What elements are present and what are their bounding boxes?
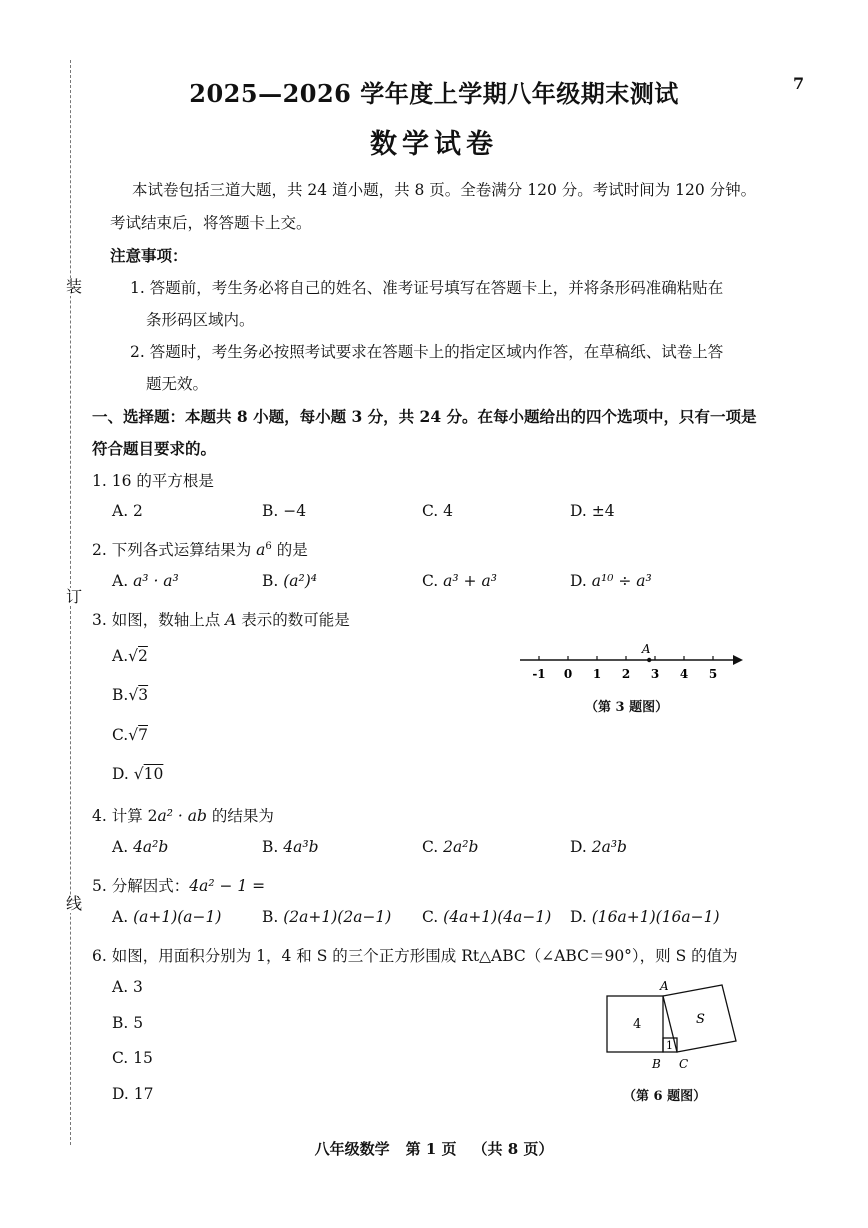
note-1-line-1: 1. 答题前，考生务必将自己的姓名、准考证号填写在答题卡上，并将条形码准确粘贴在	[130, 279, 724, 297]
intro-line-1: 本试卷包括三道大题，共 24 道小题，共 8 页。全卷满分 120 分。考试时间为 120 分钟。	[132, 181, 757, 199]
tick-label: 0	[563, 667, 573, 681]
binding-mark-zhuang: 装	[66, 277, 83, 296]
exam-subtitle: 数学试卷	[370, 129, 498, 160]
tick-label: -1	[532, 667, 546, 681]
q2-option-d: D. a¹⁰ ÷ a³	[570, 572, 652, 590]
q5-option-d: D. (16a+1)(16a−1)	[570, 908, 720, 926]
tick-label: 2	[621, 667, 631, 681]
q2-option-b: B. (a²)⁴	[262, 572, 318, 590]
note-2-line-1: 2. 答题时，考生务必按照考试要求在答题卡上的指定区域内作答，在草稿纸、试卷上答	[130, 343, 724, 361]
exam-title: 2025—2026 学年度上学期八年级期末测试	[189, 79, 679, 108]
q5-option-c: C. (4a+1)(4a−1)	[422, 908, 552, 926]
point-a-marker	[647, 658, 651, 662]
q6-option-d: D. 17	[112, 1085, 154, 1103]
corner-number: 7	[793, 74, 805, 93]
q1-stem: 1. 16 的平方根是	[92, 472, 214, 490]
q4-stem: 4. 计算 2a² · ab 的结果为	[92, 807, 274, 825]
q1-option-d: D. ±4	[570, 502, 615, 520]
q4-option-d: D. 2a³b	[570, 838, 627, 856]
q4-option-b: B. 4a³b	[262, 838, 319, 856]
note-2-line-2: 题无效。	[146, 375, 209, 393]
q3-figure-caption: （第 3 题图）	[585, 700, 669, 715]
section-1-heading-line-2: 符合题目要求的。	[92, 439, 217, 458]
section-1-heading-line-1: 一、选择题：本题共 8 小题，每小题 3 分，共 24 分。在每小题给出的四个选项中，只有一项是	[92, 407, 757, 426]
footer-page: 第 1 页	[405, 1140, 457, 1158]
vertex-b-label: B	[652, 1057, 661, 1071]
point-a-label: A	[641, 642, 651, 656]
q6-option-b: B. 5	[112, 1014, 144, 1032]
vertex-a-label: A	[660, 979, 669, 993]
q6-squares-figure	[598, 975, 748, 1075]
q1-option-b: B. −4	[262, 502, 307, 520]
binding-mark-ding: 订	[66, 587, 83, 606]
q5-option-b: B. (2a+1)(2a−1)	[262, 908, 392, 926]
q3-option-a: A.√2	[112, 647, 148, 665]
q5-option-a: A. (a+1)(a−1)	[112, 908, 222, 926]
q3-stem: 3. 如图，数轴上点 A 表示的数可能是	[92, 611, 350, 629]
q1-option-a: A. 2	[112, 502, 143, 520]
intro-line-2: 考试结束后，将答题卡上交。	[110, 214, 312, 232]
q4-option-a: A. 4a²b	[112, 838, 169, 856]
q6-figure-caption: （第 6 题图）	[623, 1089, 707, 1104]
q5-stem: 5. 分解因式：4a² − 1 =	[92, 877, 266, 895]
tick-label: 1	[592, 667, 602, 681]
tick-label: 4	[679, 667, 689, 681]
number-line-arrow	[733, 655, 743, 665]
tick-label: 5	[708, 667, 718, 681]
q6-stem: 6. 如图，用面积分别为 1，4 和 S 的三个正方形围成 Rt△ABC（∠ABC＝90°），则 S 的值为	[92, 947, 738, 965]
square-1-label: 1	[666, 1039, 673, 1052]
q6-option-a: A. 3	[112, 978, 143, 996]
tick-label: 3	[650, 667, 660, 681]
q3-option-c: C.√7	[112, 726, 148, 744]
q2-option-a: A. a³ · a³	[112, 572, 179, 590]
footer-total: （共 8 页）	[472, 1140, 554, 1158]
q4-option-c: C. 2a²b	[422, 838, 479, 856]
q2-stem: 2. 下列各式运算结果为 $a^6$ 的是	[92, 540, 308, 559]
square-s-label: S	[696, 1012, 705, 1027]
binding-mark-xian: 线	[66, 894, 83, 913]
q6-option-c: C. 15	[112, 1049, 153, 1067]
q3-option-b: B.√3	[112, 686, 149, 704]
footer-subject: 八年级数学	[314, 1140, 390, 1158]
vertex-c-label: C	[679, 1057, 689, 1071]
q3-option-d: D. √10	[112, 765, 164, 783]
page-footer	[0, 1138, 868, 1159]
q1-option-c: C. 4	[422, 502, 454, 520]
square-4-label: 4	[633, 1017, 642, 1032]
q3-number-line-figure	[515, 640, 745, 690]
notes-heading: 注意事项：	[110, 246, 188, 265]
q2-option-c: C. a³ + a³	[422, 572, 497, 590]
note-1-line-2: 条形码区域内。	[146, 311, 255, 329]
